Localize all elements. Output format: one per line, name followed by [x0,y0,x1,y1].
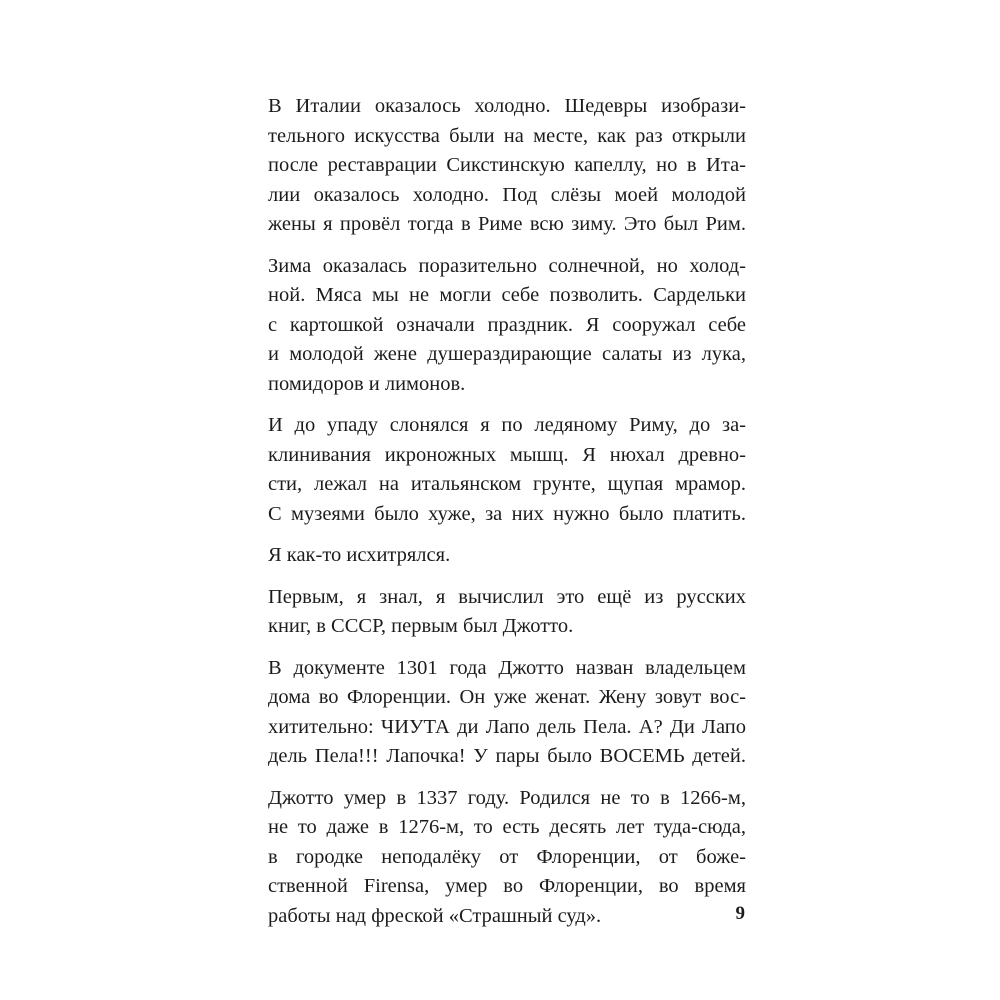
text-line: после реставрации Сикстинскую капеллу, но в Ита- [268,154,746,176]
text-line: в городке неподалёку от Флоренции, от боже- [268,845,746,868]
text-line: жены я провёл тогда в Риме всю зиму. Это был Рим. [268,213,746,235]
text-line: тельного искусства были на месте, как раз открыли [268,124,746,147]
text-line: с картошкой означали праздник. Я сооружал себе [268,313,746,336]
text-line: книг, в СССР, первым был Джотто. [268,615,574,637]
text-line: помидоров и лимонов. [268,372,466,395]
body-text [268,92,746,943]
text-line: работы над фреской «Страшный суд». [268,904,602,927]
text-line: хитительно: ЧИУТА ди Лапо дель Пела. А? Ди Лапо [268,715,746,738]
text-line: Джотто умер в 1337 году. Родился не то в 1266-м, [268,786,746,809]
page-number: 9 [735,903,745,924]
paragraph-7 [268,784,746,932]
text-line: С музеями было хуже, за них нужно было платить. [268,502,746,525]
paragraph-4 [268,541,746,571]
text-line: не то даже в 1276-м, то есть десять лет туда-сюда, [268,816,746,838]
paragraph-3 [268,411,746,529]
text-line: и молодой жене душераздирающие салаты из лука, [268,343,746,365]
text-line: В Италии оказалось холодно. Шедевры изобрази- [268,95,746,117]
paragraph-6 [268,654,746,772]
text-line: дель Пела!!! Лапочка! У пары было ВОСЕМЬ детей. [268,745,746,767]
text-line: дома во Флоренции. Он уже женат. Жену зовут вос- [268,686,746,708]
text-line: Зима оказалась поразительно солнечной, но холод- [268,254,746,277]
paragraph-2 [268,252,746,400]
text-line: И до упаду слонялся я по ледяному Риму, до за- [268,414,746,436]
text-line: лии оказалось холодно. Под слёзы моей молодой [268,183,746,206]
paragraph-5 [268,583,746,642]
text-line: В документе 1301 года Джотто назван владельцем [268,656,746,679]
text-line: сти, лежал на итальянском грунте, щупая мрамор. [268,473,746,495]
text-line: ной. Мяса мы не могли себе позволить. Сардельки [268,284,746,306]
text-line: ственной Firensa, умер во Флоренции, во время [268,875,746,897]
text-line: Первым, я знал, я вычислил это ещё из русских [268,585,746,608]
text-line: Я как-то исхитрялся. [268,544,451,566]
paragraph-1 [268,92,746,240]
text-line: клинивания икроножных мышц. Я нюхал древно- [268,443,746,466]
